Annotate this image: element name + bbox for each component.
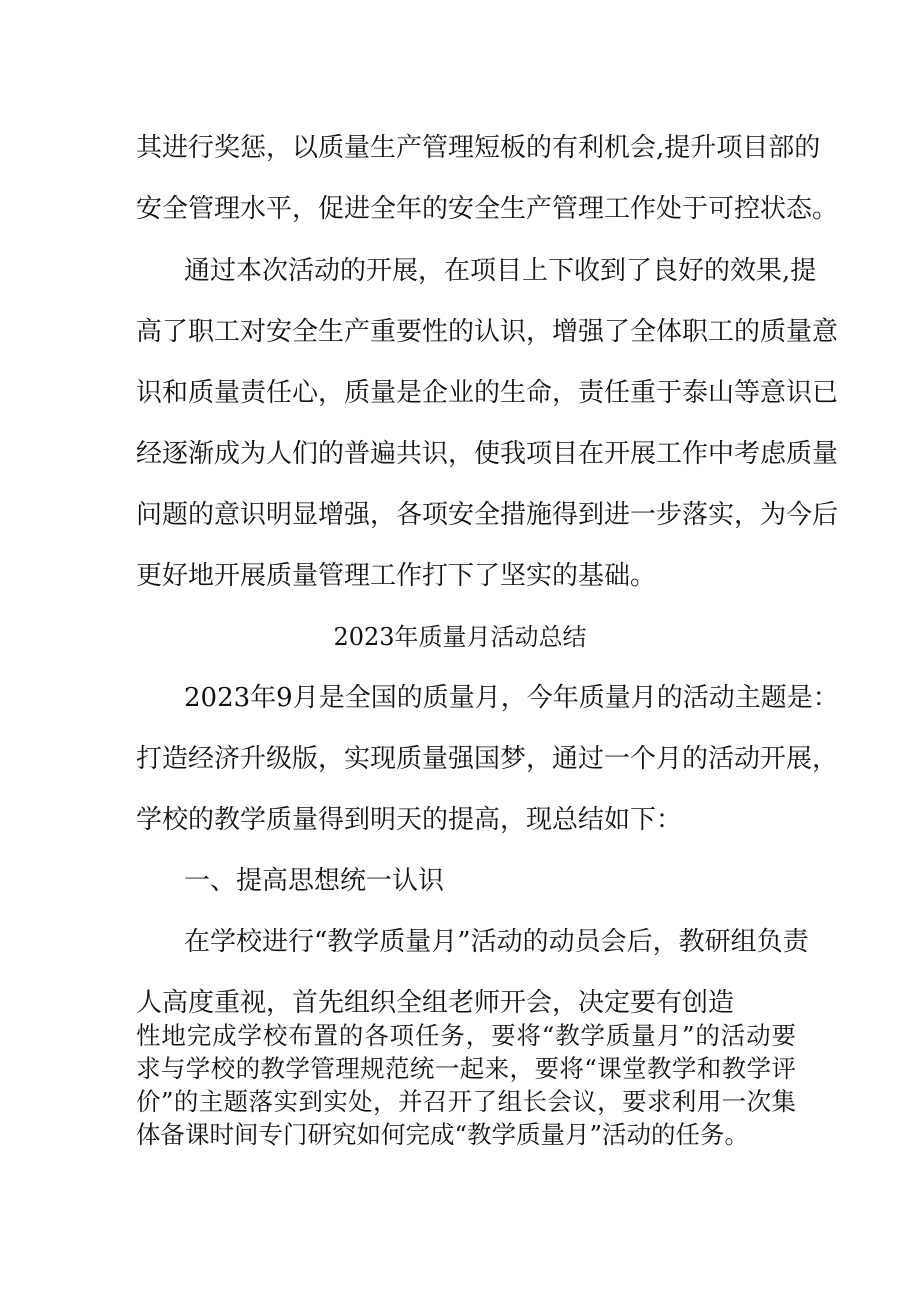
paragraph-1-line-2: 安全管理水平，促进全年的安全生产管理工作处于可控状态。 bbox=[136, 194, 839, 224]
paragraph-3-line-3: 学校的教学质量得到明天的提高，现总结如下： bbox=[136, 805, 683, 835]
paragraph-4-line-6: 体备课时间专门研究如何完成“教学质量月”活动的任务。 bbox=[136, 1120, 750, 1149]
paragraph-2-line-6: 更好地开展质量管理工作打下了坚实的基础。 bbox=[136, 561, 657, 591]
paragraph-2-line-1: 通过本次活动的开展，在项目上下收到了良好的效果,提 bbox=[184, 256, 817, 286]
paragraph-4-line-3: 性地完成学校布置的各项任务，要将“教学质量月”的活动要 bbox=[136, 1021, 796, 1050]
paragraph-4-line-4: 求与学校的教学管理规范统一起来，要将“课堂教学和教学评 bbox=[136, 1054, 796, 1083]
paragraph-2-line-4: 经逐渐成为人们的普遍共识，使我项目在开展工作中考虑质量 bbox=[136, 439, 839, 469]
heading-1: 一、提高思想统一认识 bbox=[184, 866, 445, 896]
paragraph-2-line-2: 高了职工对安全生产重要性的认识，增强了全体职工的质量意 bbox=[136, 317, 839, 347]
paragraph-2-line-3: 识和质量责任心，质量是企业的生命，责任重于泰山等意识已 bbox=[136, 378, 839, 408]
paragraph-4-line-5: 价”的主题落实到实处，并召开了组长会议，要求利用一次集 bbox=[136, 1087, 796, 1116]
paragraph-1-line-1: 其进行奖惩，以质量生产管理短板的有利机会,提升项目部的 bbox=[136, 133, 821, 163]
section-title: 2023年质量月活动总结 bbox=[333, 623, 587, 651]
paragraph-3-line-1: 2023年9月是全国的质量月，今年质量月的活动主题是： bbox=[184, 683, 839, 713]
paragraph-2-line-5: 问题的意识明显增强，各项安全措施得到进一步落实，为今后 bbox=[136, 500, 839, 530]
paragraph-4-line-1: 在学校进行“教学质量月”活动的动员会后，教研组负责 bbox=[184, 927, 809, 957]
paragraph-3-line-2: 打造经济升级版，实现质量强国梦，通过一个月的活动开展， bbox=[136, 744, 839, 774]
paragraph-4-line-2: 人高度重视，首先组织全组老师开会，决定要有创造 bbox=[136, 988, 735, 1018]
